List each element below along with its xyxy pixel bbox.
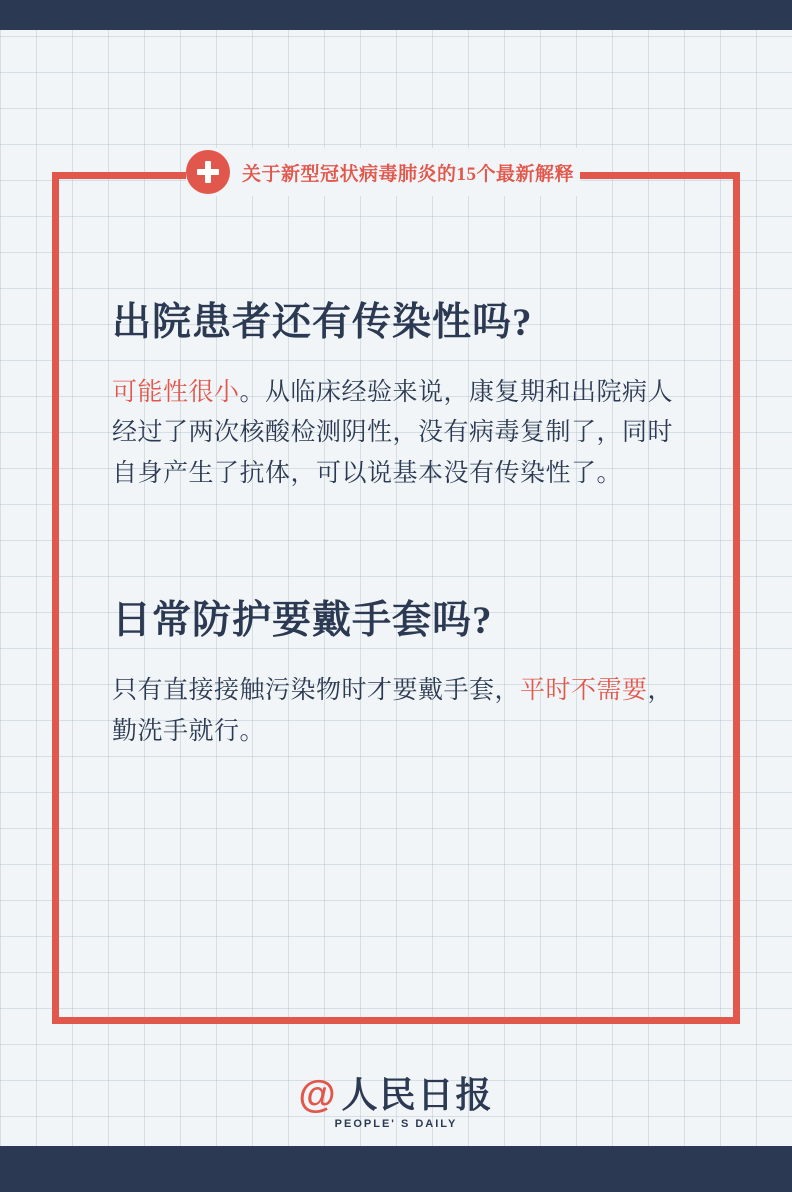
answer-body-tail: ，勤洗手就行。 — [112, 677, 674, 745]
answer-highlight: 平时不需要 — [520, 677, 648, 705]
qa-item — [112, 300, 684, 494]
question-title: 出院患者还有传染性吗? — [112, 301, 533, 344]
qa-item — [112, 598, 684, 752]
logo-english-name: PEOPLE' S DAILY — [334, 1118, 458, 1130]
answer-text — [112, 373, 684, 495]
poster-header — [186, 148, 580, 196]
medical-cross-icon — [186, 150, 230, 194]
header-title: 关于新型冠状病毒肺炎的15个最新解释 — [242, 163, 575, 185]
publisher-logo — [0, 1076, 792, 1130]
question-title: 日常防护要戴手套吗? — [112, 599, 493, 643]
logo-chinese-name: 人民日报 — [341, 1075, 494, 1115]
answer-body: 只有直接接触污染物时才要戴手套， — [112, 677, 521, 705]
qa-content — [112, 300, 684, 816]
answer-text — [112, 671, 684, 752]
top-bar — [0, 0, 792, 30]
at-symbol-icon: @ — [298, 1074, 336, 1116]
answer-body: 。从临床经验来说，康复期和出院病人经过了两次核酸检测阴性，没有病毒复制了，同时自身产生了抗体，可以说基本没有传染性了。 — [112, 378, 674, 487]
bottom-bar — [0, 1146, 792, 1192]
section-spacer — [112, 558, 684, 598]
answer-highlight: 可能性很小 — [112, 378, 240, 406]
logo-row — [298, 1076, 493, 1114]
